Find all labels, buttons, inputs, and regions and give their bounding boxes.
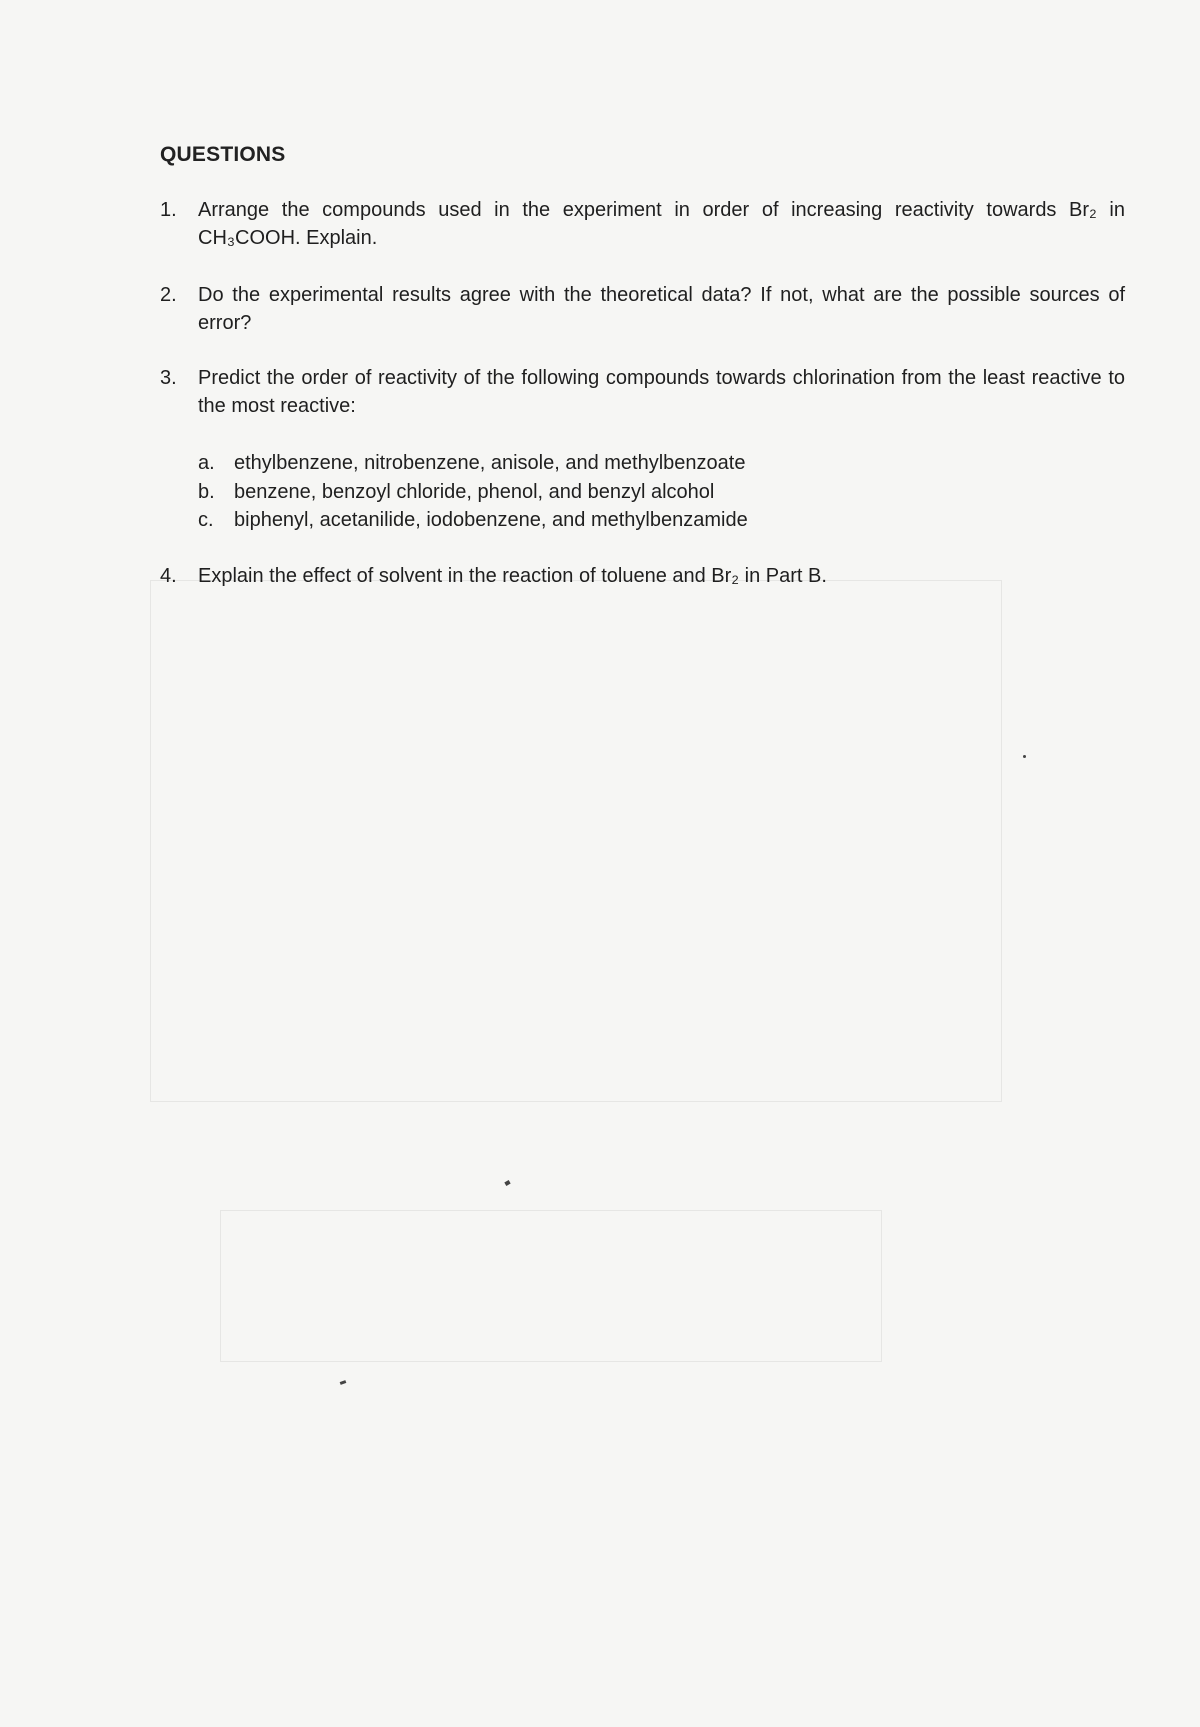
questions-heading: QUESTIONS: [160, 143, 286, 166]
question-1: [160, 196, 1125, 252]
subitem-a-letter: a.: [198, 452, 215, 474]
subitem-b-letter: b.: [198, 480, 215, 503]
subitem-b-text: benzene, benzoyl chloride, phenol, and benzyl alcohol: [234, 480, 715, 503]
question-3-number: 3.: [160, 367, 177, 389]
question-4-number: 4.: [160, 565, 177, 587]
question-2-number: 2.: [160, 284, 177, 306]
question-3: [160, 364, 1125, 420]
subitem-c-text: biphenyl, acetanilide, iodobenzene, and methylbenzamide: [234, 509, 748, 531]
subitem-a-text: ethylbenzene, nitrobenzene, anisole, and methylbenzoate: [234, 452, 746, 474]
question-2-text: Do the experimental results agree with the theoretical data? If not, what are the possible sources of error?: [198, 284, 1125, 334]
question-1-number: 1.: [160, 199, 177, 221]
show-through-table-lower: [220, 1210, 882, 1362]
subitem-c-letter: c.: [198, 509, 214, 531]
question-2: [160, 281, 1125, 337]
question-1-text: Arrange the compounds used in the experiment in order of increasing reactivity towards Br₂ in CH₃COOH. Explain.: [198, 199, 1125, 249]
show-through-table: [150, 580, 1002, 1102]
stray-mark: [504, 1180, 510, 1186]
question-3-text: Predict the order of reactivity of the following compounds towards chlorination from the least reactive to the most reactive:: [198, 367, 1125, 417]
question-4: [160, 562, 1125, 590]
question-4-text: Explain the effect of solvent in the reaction of toluene and Br₂ in Part B.: [198, 565, 827, 587]
stray-mark: [340, 1380, 347, 1385]
stray-mark: [1023, 755, 1026, 758]
